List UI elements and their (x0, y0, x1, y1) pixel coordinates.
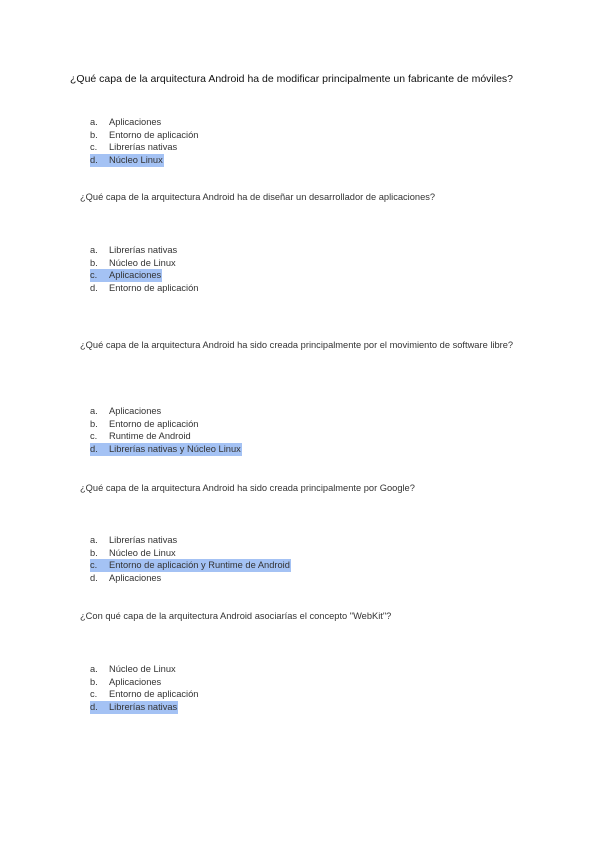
option-a (90, 405, 242, 418)
option-d-highlighted (90, 443, 242, 456)
option-text: Librerías nativas y Núcleo Linux (109, 444, 241, 455)
option-text: Entorno de aplicación (109, 129, 199, 140)
option-d (90, 282, 198, 295)
option-letter: a. (90, 664, 98, 674)
option-c-highlighted (90, 559, 291, 572)
option-text: Runtime de Android (109, 431, 191, 442)
option-text: Entorno de aplicación (109, 283, 199, 294)
option-text: Aplicaciones (109, 676, 162, 687)
option-letter: a. (90, 117, 98, 127)
option-b (90, 418, 242, 431)
question-1-text: ¿Qué capa de la arquitectura Android ha de modificar principalmente un fabricante de móviles? (70, 73, 514, 85)
option-letter: b. (90, 257, 98, 268)
question-3-text: ¿Qué capa de la arquitectura Android ha sido creada principalmente por el movimiento de software libre? (80, 340, 514, 350)
option-text: Aplicaciones (109, 406, 162, 416)
option-c (90, 141, 198, 154)
option-letter: d. (90, 702, 98, 713)
answer-highlight (90, 154, 164, 167)
option-b (90, 547, 291, 560)
option-text: Librerías nativas (109, 535, 178, 545)
option-a (90, 663, 198, 676)
option-c (90, 688, 198, 701)
option-letter: b. (90, 129, 98, 140)
question-4-text: ¿Qué capa de la arquitectura Android ha sido creada principalmente por Google? (80, 483, 415, 493)
option-d-highlighted (90, 701, 198, 714)
question-2-text: ¿Qué capa de la arquitectura Android ha de diseñar un desarrollador de aplicaciones? (80, 192, 436, 202)
option-text: Núcleo de Linux (109, 257, 176, 268)
option-text: Aplicaciones (109, 270, 162, 281)
answer-highlight (90, 701, 178, 714)
question-1-options (90, 116, 198, 167)
option-d (90, 572, 291, 585)
option-letter: d. (90, 283, 98, 294)
option-letter: b. (90, 547, 98, 558)
option-c (90, 430, 242, 443)
option-letter: b. (90, 418, 98, 429)
option-text: Librerías nativas (109, 245, 178, 255)
option-letter: a. (90, 535, 98, 545)
option-text: Núcleo de Linux (109, 547, 176, 558)
question-2-options (90, 244, 198, 295)
option-letter: d. (90, 573, 98, 584)
option-text: Librerías nativas (109, 702, 178, 713)
option-c-highlighted (90, 269, 198, 282)
option-text: Aplicaciones (109, 117, 162, 127)
option-letter: a. (90, 406, 98, 416)
option-letter: c. (90, 142, 98, 153)
option-letter: d. (90, 155, 98, 166)
option-b (90, 676, 198, 689)
option-text: Entorno de aplicación y Runtime de Android (109, 560, 290, 571)
option-text: Entorno de aplicación (109, 418, 199, 429)
option-text: Núcleo Linux (109, 155, 163, 166)
option-letter: c. (90, 431, 98, 442)
option-letter: d. (90, 444, 98, 455)
option-letter: c. (90, 560, 98, 571)
option-text: Librerías nativas (109, 142, 178, 153)
option-letter: b. (90, 676, 98, 687)
option-a (90, 244, 198, 257)
option-b (90, 257, 198, 270)
option-a (90, 116, 198, 129)
question-3-options (90, 405, 242, 456)
question-5-text: ¿Con qué capa de la arquitectura Android asociarías el concepto "WebKit"? (80, 611, 392, 621)
option-letter: c. (90, 270, 98, 281)
option-text: Aplicaciones (109, 573, 162, 584)
answer-highlight (90, 443, 242, 456)
option-d-highlighted (90, 154, 198, 167)
answer-highlight (90, 269, 162, 282)
question-5-options (90, 663, 198, 714)
answer-highlight (90, 559, 291, 572)
option-b (90, 129, 198, 142)
option-letter: c. (90, 689, 98, 700)
option-a (90, 534, 291, 547)
option-letter: a. (90, 245, 98, 255)
question-4-options (90, 534, 291, 585)
option-text: Núcleo de Linux (109, 664, 176, 674)
option-text: Entorno de aplicación (109, 689, 199, 700)
